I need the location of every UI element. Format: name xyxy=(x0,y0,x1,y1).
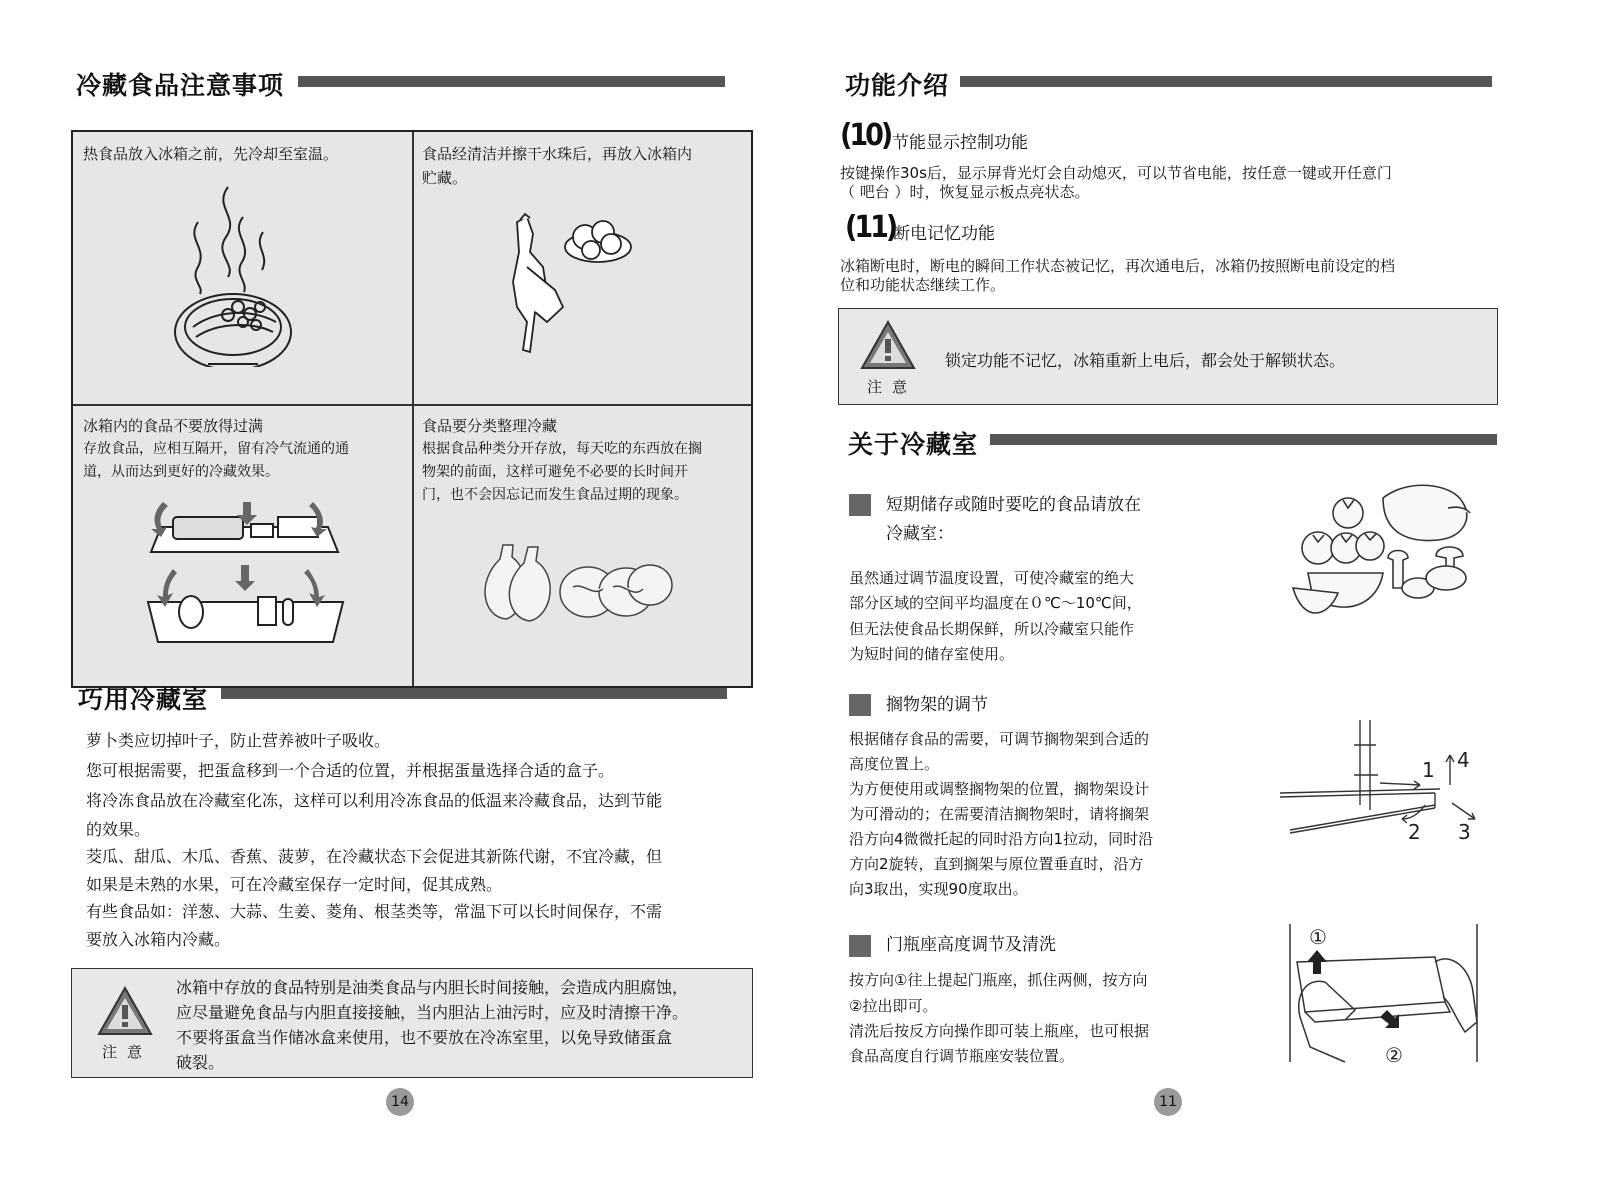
section-marker xyxy=(849,494,871,516)
grid-divider xyxy=(412,132,414,686)
tip-line: 有些食品如：洋葱、大蒜、生姜、菱角、根茎类等，常温下可以长时间保存，不需 xyxy=(86,902,663,921)
cell4-title: 食品要分类整理冷藏 xyxy=(422,417,558,435)
sec1-line: 但无法使食品长期保鲜，所以冷藏室只能作 xyxy=(849,620,1135,638)
grid-divider xyxy=(73,404,751,406)
cell3-line2: 道，从而达到更好的冷藏效果。 xyxy=(83,464,279,480)
notice-line: 冰箱中存放的食品特别是油类食品与内胆长时间接触，会造成内胆腐蚀， xyxy=(176,978,689,997)
sec2-line: 根据储存食品的需要，可调节搁物架到合适的 xyxy=(849,730,1150,748)
notice-label: 注意 xyxy=(867,378,918,396)
hot-food-bowl-illustration xyxy=(168,182,298,367)
func11-line1: 冰箱断电时，断电的瞬间工作状态被记忆，再次通电后，冰箱仍按照断电前设定的档 xyxy=(840,257,1396,275)
tip-line: 茭瓜、甜瓜、木瓜、香蕉、菠萝，在冷藏状态下会促进其新陈代谢，不宜冷藏，但 xyxy=(86,847,663,866)
sec3-line: 清洗后按反方向操作即可装上瓶座，也可根据 xyxy=(849,1022,1150,1040)
func11-title: 断电记忆功能 xyxy=(893,224,995,244)
func10-line2: （ 吧台 ）时，恢复显示板点亮状态。 xyxy=(840,183,1090,201)
tip-line: 您可根据需要，把蛋盒移到一个合适的位置，并根据蛋量选择合适的盒子。 xyxy=(86,761,615,780)
sec3-line: 按方向①往上提起门瓶座，抓住两侧，按方向 xyxy=(849,971,1148,989)
cell1-text: 热食品放入冰箱之前，先冷却至室温。 xyxy=(83,145,339,163)
shelf-label-3: 3 xyxy=(1458,820,1471,844)
tip-line: 将冷冻食品放在冷藏室化冻，这样可以利用冷冻食品的低温来冷藏食品，达到节能 xyxy=(86,791,663,810)
cleaning-food-illustration xyxy=(505,212,635,357)
tip-line: 的效果。 xyxy=(86,820,151,839)
cell2-text-line1: 食品经清洁并擦干水珠后，再放入冰箱内 xyxy=(422,145,693,163)
notice-line: 不要将蛋盒当作储冰盒来使用，也不要放在冷冻室里，以免导致储蛋盒 xyxy=(176,1028,673,1047)
sec2-line: 为可滑动的；在需要清洁搁物架时，请将搁架 xyxy=(849,805,1150,823)
tip-line: 要放入冰箱内冷藏。 xyxy=(86,930,231,949)
notice-text: 锁定功能不记忆，冰箱重新上电后，都会处于解锁状态。 xyxy=(945,351,1346,370)
func10-badge: (10) xyxy=(840,118,891,153)
sec1-title-line1: 短期储存或随时要吃的食品请放在 xyxy=(886,495,1141,515)
tip-line: 萝卜类应切掉叶子，防止营养被叶子吸收。 xyxy=(86,731,391,750)
tip-line: 如果是未熟的水果，可在冷藏室保存一定时间，促其成熟。 xyxy=(86,875,503,894)
section-marker xyxy=(849,935,871,957)
page-number: 14 xyxy=(386,1088,414,1116)
cell2-text-line2: 贮藏。 xyxy=(422,169,468,187)
cell3-line1: 存放食品，应相互隔开，留有冷气流通的通 xyxy=(83,441,349,457)
heading-rule xyxy=(298,76,725,87)
fresh-food-illustration xyxy=(1288,478,1488,628)
food-tips-grid xyxy=(71,130,753,688)
sec1-line: 为短时间的储存室使用。 xyxy=(849,645,1015,663)
sec1-line: 虽然通过调节温度设置，可使冷藏室的绝大 xyxy=(849,569,1135,587)
sec2-line: 高度位置上。 xyxy=(849,755,940,773)
sec1-line: 部分区域的空间平均温度在０℃～10℃间， xyxy=(849,594,1142,612)
page-number: 11 xyxy=(1154,1088,1182,1116)
func11-line2: 位和功能状态继续工作。 xyxy=(840,276,1006,294)
sec3-line: 食品高度自行调节瓶座安装位置。 xyxy=(849,1047,1075,1065)
sec2-title: 搁物架的调节 xyxy=(886,695,988,715)
func10-title: 节能显示控制功能 xyxy=(892,133,1028,153)
heading-rule xyxy=(221,688,727,699)
right-heading: 功能介绍 xyxy=(845,71,950,100)
shelf-label-1: 1 xyxy=(1422,758,1435,782)
heading-rule xyxy=(990,434,1497,445)
fridge-airflow-illustration xyxy=(143,497,348,652)
shelf-adjust-diagram xyxy=(1270,715,1490,855)
left-heading: 冷藏食品注意事项 xyxy=(76,71,285,100)
heading-rule xyxy=(960,76,1492,87)
shelf-label-4: 4 xyxy=(1457,748,1470,772)
notice-box xyxy=(838,308,1498,405)
sec2-line: 沿方向4微微托起的同时沿方向1拉动，同时沿 xyxy=(849,830,1154,848)
right-heading2: 关于冷藏室 xyxy=(848,430,979,459)
sec2-line: 向3取出，实现90度取出。 xyxy=(849,880,1028,898)
func10-line1: 按键操作30s后，显示屏背光灯会自动熄灭，可以节省电能，按任意一键或开任意门 xyxy=(840,164,1392,182)
notice-line: 破裂。 xyxy=(176,1053,225,1072)
sec2-line: 方向2旋转，直到搁架与原位置垂直时，沿方 xyxy=(849,855,1144,873)
sec3-title: 门瓶座高度调节及清洗 xyxy=(886,935,1056,955)
bin-label-2: ② xyxy=(1385,1043,1403,1067)
section-marker xyxy=(849,694,871,716)
cell3-title: 冰箱内的食品不要放得过满 xyxy=(83,417,264,435)
notice-box xyxy=(71,968,753,1078)
left-heading2: 巧用冷藏室 xyxy=(78,685,209,714)
notice-line: 应尽量避免食品与内胆直接接触，当内胆沾上油污时，应及时清擦干净。 xyxy=(176,1003,689,1022)
warning-triangle-icon xyxy=(859,319,917,371)
warning-triangle-icon xyxy=(96,985,154,1037)
bin-label-1: ① xyxy=(1309,925,1327,949)
door-bin-diagram xyxy=(1285,922,1485,1067)
cell4-line2: 物架的前面，这样可避免不必要的长时间开 xyxy=(422,464,688,480)
sec1-title-line2: 冷藏室： xyxy=(886,524,954,544)
func11-badge: (11) xyxy=(845,210,896,245)
shelf-label-2: 2 xyxy=(1408,820,1421,844)
cell4-line1: 根据食品种类分开存放，每天吃的东西放在搁 xyxy=(422,441,702,457)
cell4-line3: 门，也不会因忘记而发生食品过期的现象。 xyxy=(422,487,688,503)
sorted-food-illustration xyxy=(478,537,678,632)
sec2-line: 为方便使用或调整搁物架的位置，搁物架设计 xyxy=(849,780,1150,798)
notice-label: 注意 xyxy=(102,1043,153,1061)
sec3-line: ②拉出即可。 xyxy=(849,997,938,1015)
